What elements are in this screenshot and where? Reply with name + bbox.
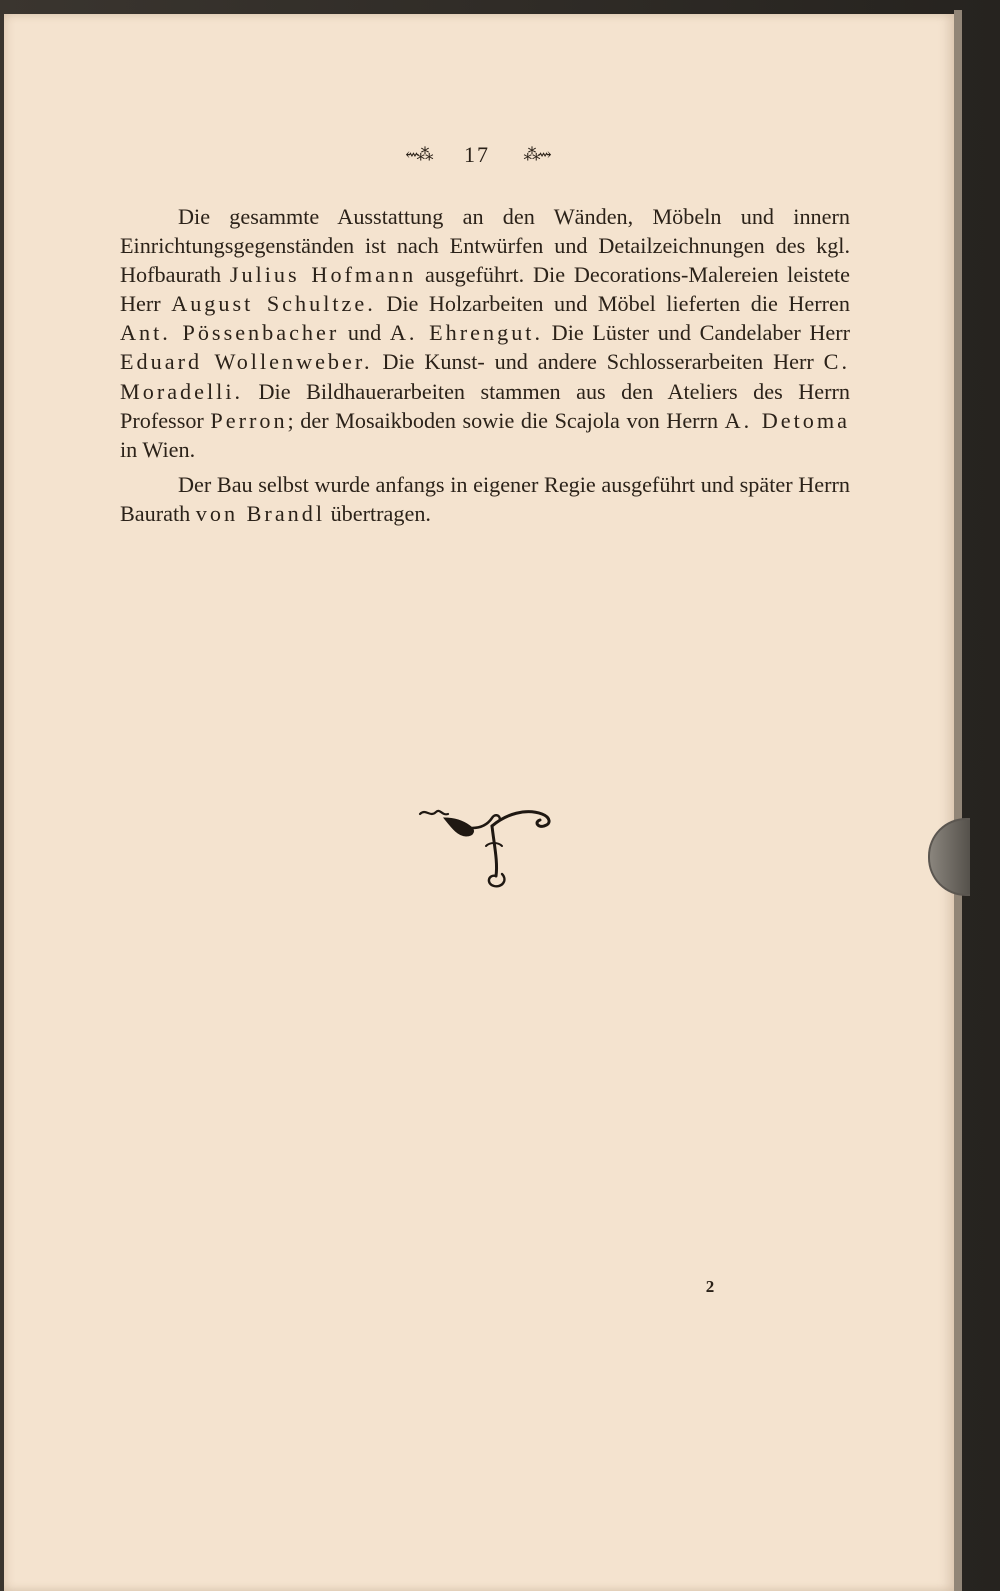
name-moradelli: C. Moradelli. xyxy=(120,349,850,404)
name-detoma: A. Detoma xyxy=(724,407,851,433)
name-schultze: August Schultze. xyxy=(171,291,376,317)
name-perron: Perron xyxy=(210,407,288,433)
left-ornament-icon: ⇜⁂ xyxy=(405,144,431,164)
signature-mark: 2 xyxy=(705,1277,715,1296)
body-text xyxy=(120,202,850,528)
vignette-ornament-icon xyxy=(416,804,558,896)
page-header xyxy=(0,140,954,168)
text-run: Die Lüster und Candelaber Herr xyxy=(543,320,851,346)
text-run: ausgeführt. Die Decorations-Malereien leistete Herr xyxy=(120,262,850,317)
page-number: 17 xyxy=(464,141,490,167)
name-ehrengut: A. Ehrengut. xyxy=(389,320,544,346)
paragraph-2 xyxy=(120,470,850,528)
text-run: Die Bildhauerarbeiten stammen aus den Ateliers des Herrn Professor xyxy=(120,378,850,433)
name-brandl: von Brandl xyxy=(195,500,326,526)
text-run: und xyxy=(339,320,390,346)
name-wollenweber: Eduard Wollenweber. xyxy=(120,349,373,375)
page-edge xyxy=(954,10,962,1591)
name-hofmann: Julius Hofmann xyxy=(229,262,417,288)
text-run: übertragen. xyxy=(325,500,431,526)
text-run: Der Bau selbst wurde anfangs in eigener Regie ausgeführt und später Herrn Baurath xyxy=(120,471,850,526)
text-run: in Wien. xyxy=(120,436,196,462)
paragraph-1 xyxy=(120,202,850,464)
right-ornament-icon: ⁂⇝ xyxy=(523,144,549,164)
text-run: Die gesammte Ausstattung an den Wänden, Möbeln und innern Einrichtungsgegenständen ist nach Entwürfen und Detailzeichnungen des kgl. Hofbaurath xyxy=(120,204,850,288)
name-poessenbacher: Ant. Pössenbacher xyxy=(120,320,340,346)
text-run: Die Holzarbeiten und Möbel lieferten die Herren xyxy=(375,291,850,317)
text-run: ; der Mosaikboden sowie die Scajola von Herrn xyxy=(287,407,725,433)
text-run: Die Kunst- und andere Schlosserarbeiten Herr xyxy=(372,349,824,375)
